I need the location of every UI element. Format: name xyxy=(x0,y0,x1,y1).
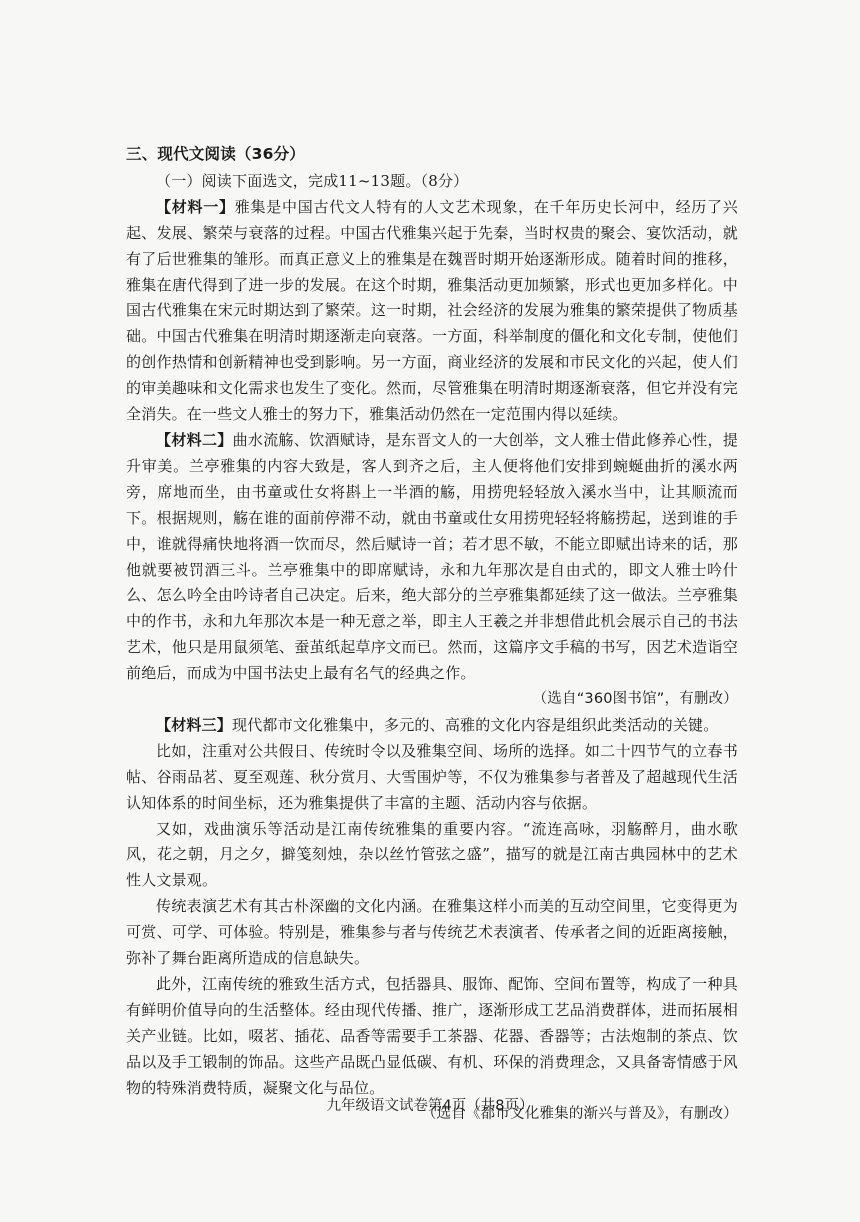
material-two-text: 曲水流觞、饮酒赋诗，是东晋文人的一大创举，文人雅士借此修养心性，提升审美。兰亭雅集的内容大致是，客人到齐之后，主人便将他们安排到蜿蜒曲折的溪水两旁，席地而坐，由书童或仕女将斟上一半酒的觞，用捞兜轻轻放入溪水当中，让其顺流而下。根据规则，觞在谁的面前停滞不动，就由书童或仕女用捞兜轻轻将觞捞起，送到谁的手中，谁就得痛快地将酒一饮而尽，然后赋诗一首；若才思不敏，不能立即赋出诗来的话，那他就要被罚酒三斗。兰亭雅集中的即席赋诗，永和九年那次是自由式的，即文人雅士吟什么、怎么吟全由吟诗者自己决定。后来，绝大部分的兰亭雅集都延续了这一做法。兰亭雅集中的作书，永和九年那次本是一种无意之举，即主人王羲之并非想借此机会展示自己的书法艺术，他只是用鼠须笔、蚕茧纸起草序文而已。然而，这篇序文手稿的书写，因艺术造诣空前绝后，而成为中国书法史上最有名气的经典之作。 xyxy=(126,430,738,683)
material-three-paragraph: 比如，注重对公共假日、传统时令以及雅集空间、场所的选择。如二十四节气的立春书帖、谷雨品茗、夏至观莲、秋分赏月、大雪围炉等，不仅为雅集参与者普及了超越现代生活认知体系的时间坐标，还为雅集提供了丰富的主题、活动内容与依据。 xyxy=(126,741,738,812)
material-three-paragraph: 此外，江南传统的雅致生活方式，包括器具、服饰、配饰、空间布置等，构成了一种具有鲜明价值导向的生活整体。经由现代传播、推广，逐渐形成工艺品消费群体，进而拓展相关产业链。比如，啜茗、插花、品香等需要手工茶器、花器、香器等；古法炮制的茶点、饮品以及手工锻制的饰品。这些产品既凸显低碳、有机、环保的消费理念，又具备寄情感于风物的特殊消费特质，凝聚文化与品位。 xyxy=(126,975,738,1097)
material-two-label: 【材料二】 xyxy=(156,430,233,449)
material-one xyxy=(126,195,738,428)
material-three-text: 现代都市文化雅集中，多元的、高雅的文化内容是组织此类活动的关键。 xyxy=(232,715,719,734)
material-three-source: （选自《都市文化雅集的渐兴与普及》，有删改） xyxy=(421,1105,738,1122)
material-two-source: （选自“360图书馆”，有删改） xyxy=(532,691,738,708)
section-title: 三、现代文阅读（36分） xyxy=(126,145,305,163)
page-footer: 九年级语文试卷第4页（共8页） xyxy=(326,1098,534,1114)
reading-section xyxy=(126,142,738,1127)
material-three xyxy=(126,713,738,739)
material-one-label: 【材料一】 xyxy=(156,197,235,216)
material-one-text: 雅集是中国古代文人特有的人文艺术现象，在千年历史长河中，经历了兴起、发展、繁荣与衰落的过程。中国古代雅集兴起于先秦，当时权贵的聚会、宴饮活动，就有了后世雅集的雏形。而真正意义上的雅集是在魏晋时期开始逐渐形成。随着时间的推移，雅集在唐代得到了进一步的发展。在这个时期，雅集活动更加频繁，形式也更加多样化。中国古代雅集在宋元时期达到了繁荣。这一时期，社会经济的发展为雅集的繁荣提供了物质基础。中国古代雅集在明清时期逐渐走向衰落。一方面，科举制度的僵化和文化专制，使他们的创作热情和创新精神也受到影响。另一方面，商业经济的发展和市民文化的兴起，使人们的审美趣味和文化需求也发生了变化。然而，尽管雅集在明清时期逐渐衰落，但它并没有完全消失。在一些文人雅士的努力下，雅集活动仍然在一定范围内得以延续。 xyxy=(126,197,738,424)
material-three-paragraph: 又如，戏曲演乐等活动是江南传统雅集的重要内容。“流连高咏，羽觞醉月，曲水歌风，花之朝，月之夕，擗笺刻烛，杂以丝竹管弦之盛”，描写的就是江南古典园林中的艺术性人文景观。 xyxy=(126,819,738,890)
material-three-label: 【材料三】 xyxy=(156,715,233,734)
material-two xyxy=(126,428,738,687)
section-subtitle: （一）阅读下面选文，完成11~13题。（8分） xyxy=(156,171,469,190)
material-three-paragraph: 传统表演艺术有其古朴深幽的文化内涵。在雅集这样小而美的互动空间里，它变得更为可赏、可学、可体验。特别是，雅集参与者与传统艺术表演者、传承者之间的近距离接触，弥补了舞台距离所造成的信息缺失。 xyxy=(126,897,738,968)
